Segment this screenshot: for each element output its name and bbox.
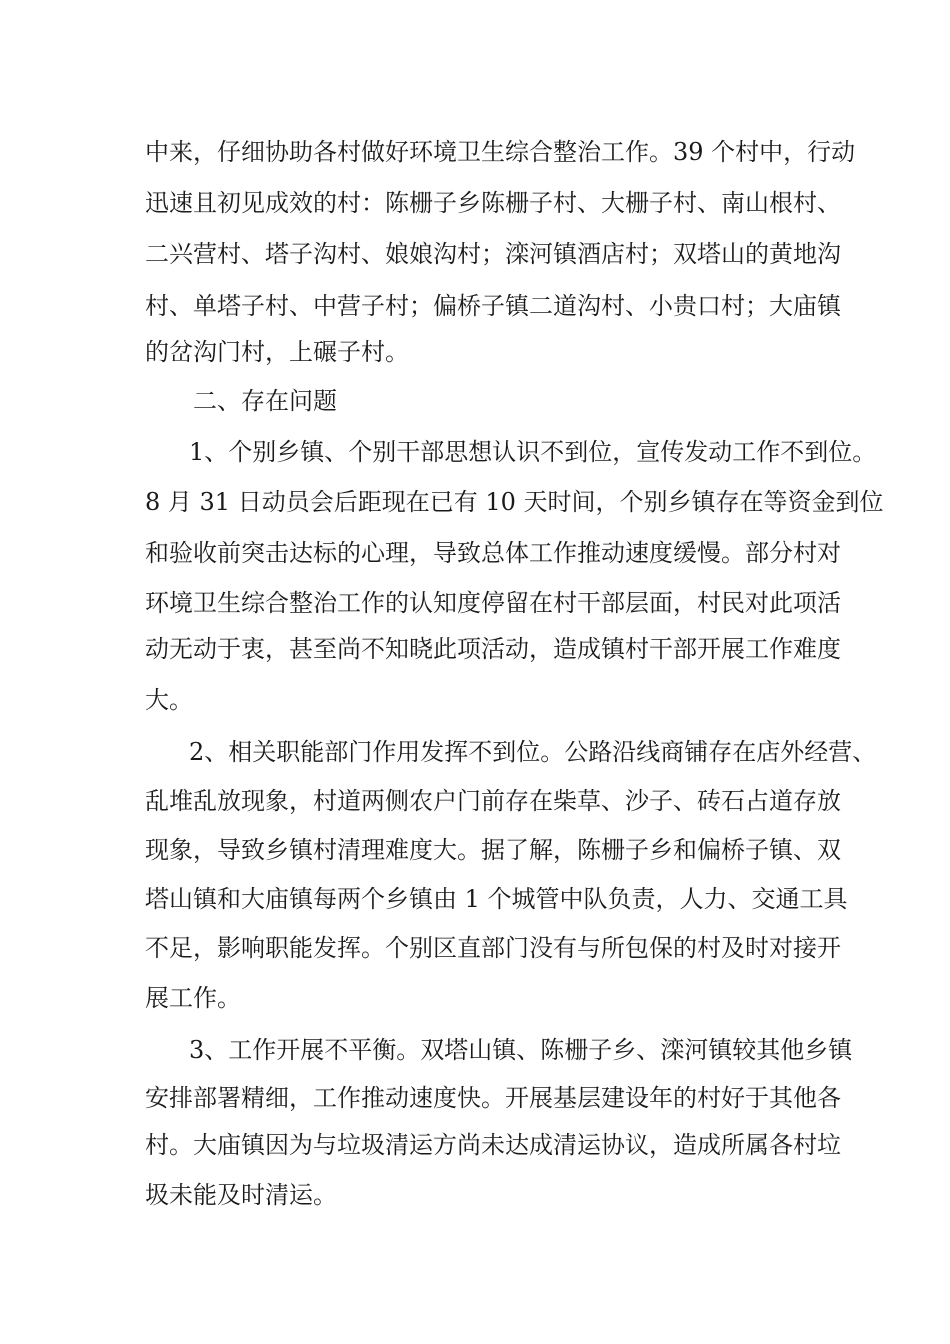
- text-line: 1、个别乡镇、个别干部思想认识不到位，宣传发动工作不到位。: [189, 438, 877, 466]
- text-line: 和验收前突击达标的心理，导致总体工作推动速度缓慢。部分村对: [145, 539, 841, 567]
- text-line: 展工作。: [145, 984, 241, 1012]
- text-line: 大。: [145, 686, 193, 714]
- text-line: 8 月 31 日动员会后距现在已有 10 天时间，个别乡镇存在等资金到位: [145, 488, 884, 516]
- text-line: 中来，仔细协助各村做好环境卫生综合整治工作。39 个村中，行动: [145, 138, 856, 166]
- text-line: 3、工作开展不平衡。双塔山镇、陈栅子乡、滦河镇较其他乡镇: [189, 1036, 853, 1064]
- text-line: 迅速且初见成效的村：陈栅子乡陈栅子村、大栅子村、南山根村、: [145, 189, 841, 217]
- text-line: 现象，导致乡镇村清理难度大。据了解，陈栅子乡和偏桥子镇、双: [145, 836, 841, 864]
- text-line: 安排部署精细，工作推动速度快。开展基层建设年的村好于其他各: [145, 1084, 841, 1112]
- text-line: 2、相关职能部门作用发挥不到位。公路沿线商铺存在店外经营、: [189, 738, 877, 766]
- text-line: 塔山镇和大庙镇每两个乡镇由 1 个城管中队负责，人力、交通工具: [145, 885, 848, 913]
- section-heading: 二、存在问题: [193, 387, 337, 415]
- text-line: 村、单塔子村、中营子村；偏桥子镇二道沟村、小贵口村；大庙镇: [145, 292, 841, 320]
- text-line: 圾未能及时清运。: [145, 1181, 337, 1209]
- text-line: 村。大庙镇因为与垃圾清运方尚未达成清运协议，造成所属各村垃: [145, 1131, 841, 1159]
- text-line: 乱堆乱放现象，村道两侧农户门前存在柴草、沙子、砖石占道存放: [145, 787, 841, 815]
- text-line: 二兴营村、塔子沟村、娘娘沟村；滦河镇酒店村；双塔山的黄地沟: [145, 240, 841, 268]
- text-line: 环境卫生综合整治工作的认知度停留在村干部层面，村民对此项活: [145, 589, 841, 617]
- text-line: 动无动于衷，甚至尚不知晓此项活动，造成镇村干部开展工作难度: [145, 635, 841, 663]
- text-line: 不足，影响职能发挥。个别区直部门没有与所包保的村及时对接开: [145, 934, 841, 962]
- text-line: 的岔沟门村，上碾子村。: [145, 338, 409, 366]
